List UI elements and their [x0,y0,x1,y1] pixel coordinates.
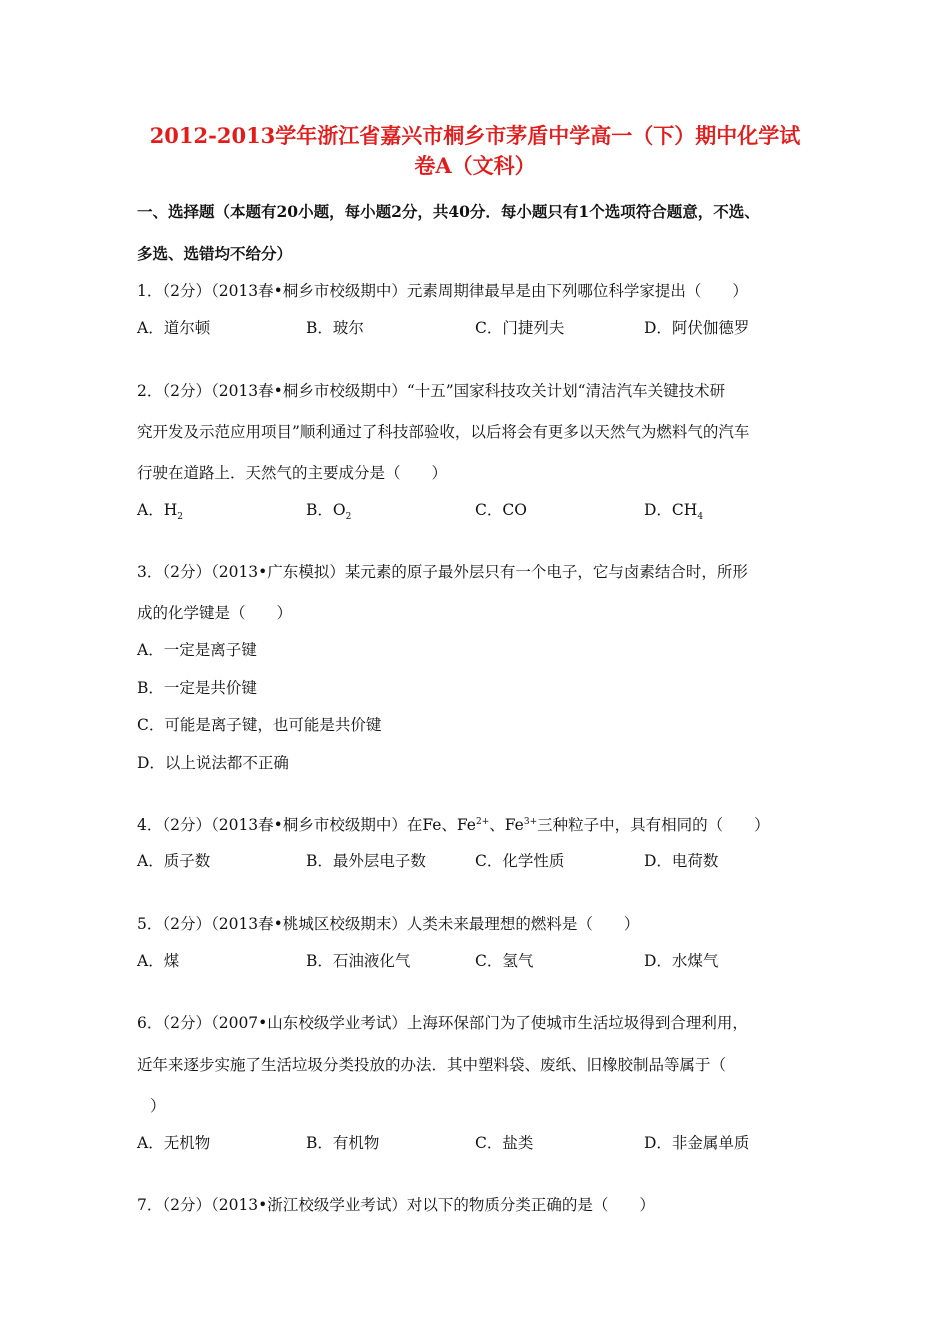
q5-option-b: B．石油液化气 [306,952,411,970]
q2-option-d: D．$CH_4$ [644,501,704,523]
title-line-2: 卷A（文科） [414,153,536,178]
title-line-1: 2012-2013学年浙江省嘉兴市桐乡市茅盾中学高一（下）期中化学试 [149,123,801,148]
q5-option-c: C．氢气 [475,952,534,970]
section-heading-line-2: 多选、选错均不给分） [137,244,293,263]
section-heading-line-1: 一、选择题（本题有20小题，每小题2分，共40分．每小题只有1个选项符合题意，不选、 [137,202,760,221]
q3-option-a: A．一定是离子键 [137,641,257,659]
q6-option-b: B．有机物 [306,1134,380,1152]
q6-stem-line-2: 近年来逐步实施了生活垃圾分类投放的办法．其中塑料袋、废纸、旧橡胶制品等属于（ [137,1056,727,1074]
q1-option-a: A．道尔顿 [137,319,211,337]
q1-option-b: B．玻尔 [306,319,364,337]
q7-stem: 7．（2分）（2013•浙江校级学业考试）对以下的物质分类正确的是（ ） [137,1196,655,1214]
q3-option-b: B．一定是共价键 [137,679,257,697]
q5-stem: 5．（2分）（2013春•桃城区校级期末）人类未来最理想的燃料是（ ） [137,915,640,933]
q3-option-d: D．以上说法都不正确 [137,754,289,772]
q3-stem-line-1: 3．（2分）（2013•广东模拟）某元素的原子最外层只有一个电子，它与卤素结合时，所形 [137,563,748,581]
q6-option-a: A．无机物 [137,1134,211,1152]
q2-option-c: C．CO [475,501,527,519]
q2-option-a: A．$H_2$ [137,501,183,523]
q3-stem-line-2: 成的化学键是（ ） [137,604,293,622]
q5-option-d: D．水煤气 [644,952,719,970]
q3-option-c: C．可能是离子键，也可能是共价键 [137,716,382,734]
q2-stem-line-1: 2．（2分）（2013春•桐乡市校级期中）“十五”国家科技攻关计划“清洁汽车关键技术研 [137,382,726,400]
q2-stem-line-3: 行驶在道路上．天然气的主要成分是（ ） [137,464,448,482]
q6-option-d: D．非金属单质 [644,1134,750,1152]
q4-option-d: D．电荷数 [644,852,719,870]
page-title [100,121,850,181]
q2-option-b: B．$O_2$ [306,501,352,523]
q4-option-b: B．最外层电子数 [306,852,426,870]
q4-option-a: A．质子数 [137,852,211,870]
q4-option-c: C．化学性质 [475,852,565,870]
q4-stem: 4．（2分）（2013春•桐乡市校级期中）在Fe、$Fe^{2+}$、$Fe^{3+}$三种粒子中，具有相同的（ ） [137,816,770,834]
q1-option-d: D．阿伏伽德罗 [644,319,750,337]
q2-stem-line-2: 究开发及示范应用项目”顺利通过了科技部验收，以后将会有更多以天然气为燃料气的汽车 [137,423,750,441]
q1-option-c: C．门捷列夫 [475,319,565,337]
q5-option-a: A．煤 [137,952,180,970]
q6-stem-line-1: 6．（2分）（2007•山东校级学业考试）上海环保部门为了使城市生活垃圾得到合理利用， [137,1014,748,1032]
q1-stem: 1．（2分）（2013春•桐乡市校级期中）元素周期律最早是由下列哪位科学家提出（ ） [137,282,748,300]
q6-option-c: C．盐类 [475,1134,534,1152]
q6-stem-line-3: ） [150,1097,166,1115]
